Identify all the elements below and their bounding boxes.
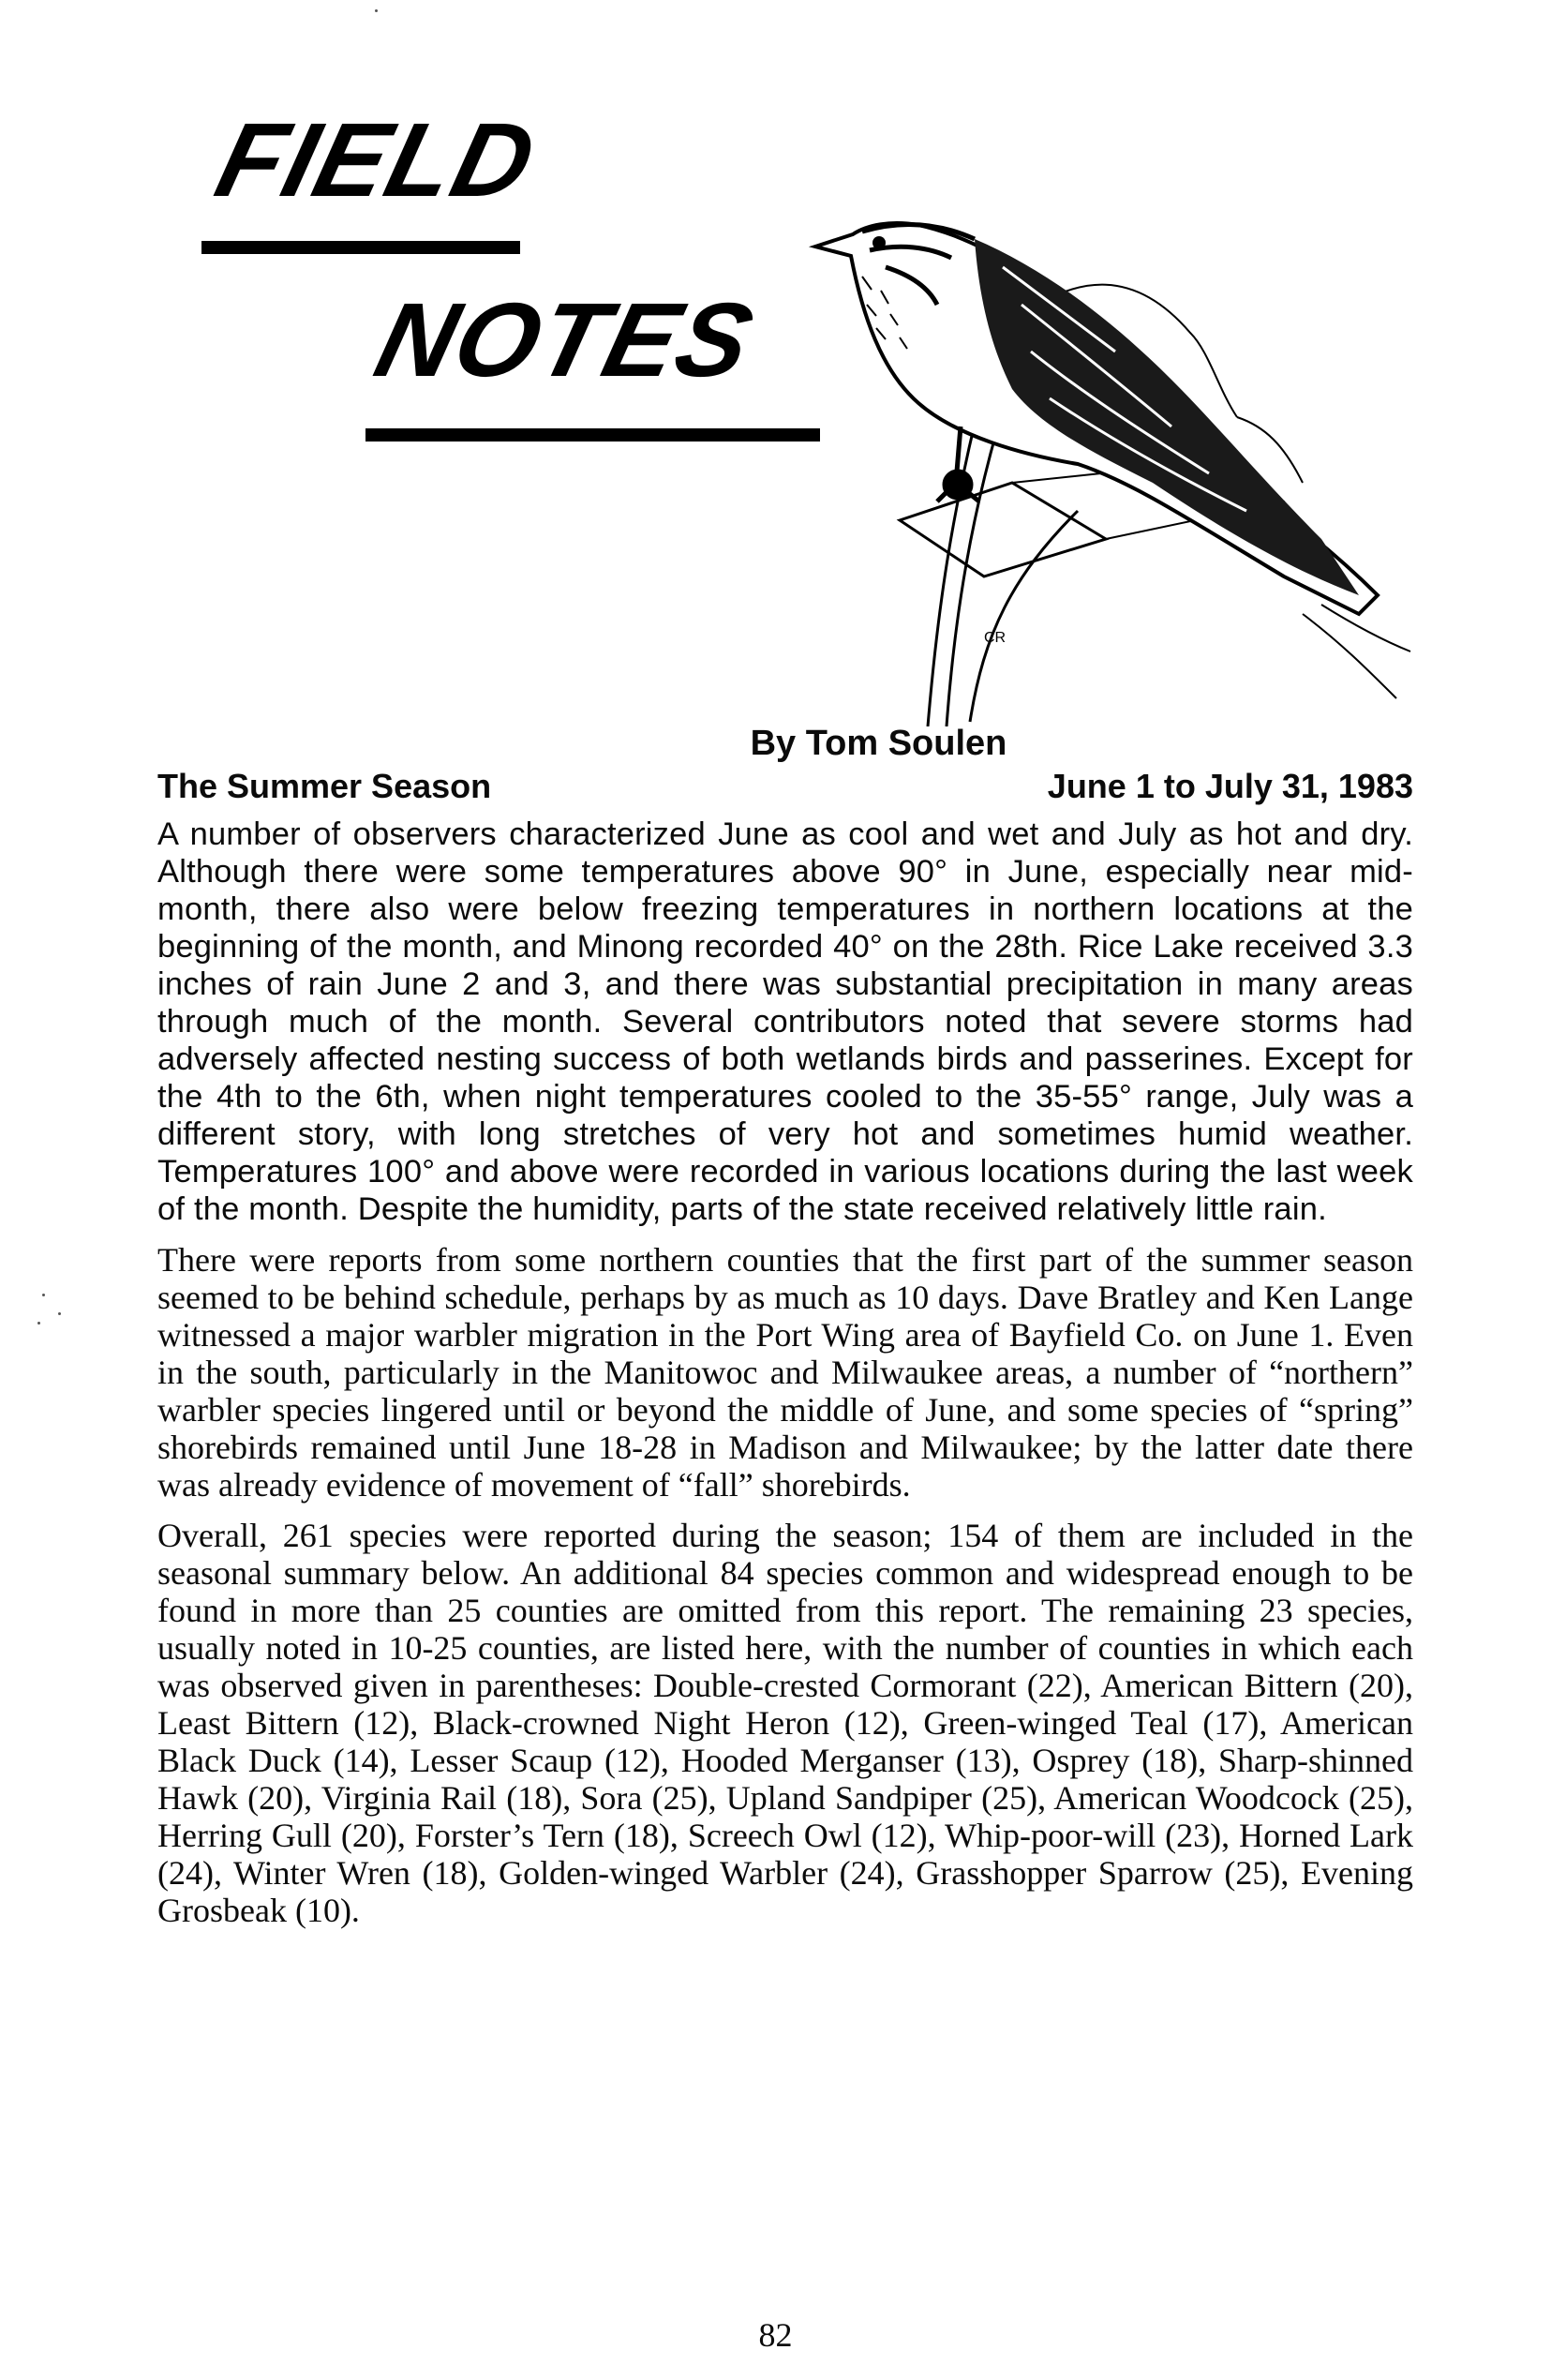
page-number: 82 <box>758 2316 793 2354</box>
sparrow-eye <box>872 236 886 249</box>
masthead <box>201 89 839 483</box>
paragraph-1: A number of observers characterized June as cool and wet and July as hot and dry. Although there were some temperatures above 90° in June, especially near mid-month, there also were below freezing temperatures in northern locations at the beginning of the month, and Minong recorded 40° on the 28th. Rice Lake received 3.3 inches of rain June 2 and 3, and there was substantial precipitation in many areas through much of the month. Several contributors noted that severe storms had adversely affected nesting success of both wetlands birds and passerines. Except for the 4th to the 6th, when night temperatures cooled to the 35-55° range, July was a different story, with long stretches of very hot and sometimes humid weather. Temperatures 100° and above were recorded in various locations during the last week of the month. Despite the humidity, parts of the state received relatively little rain. <box>157 816 1413 1227</box>
sparrow-illustration <box>797 202 1415 726</box>
scan-speck <box>375 9 378 12</box>
paragraph-3: Overall, 261 species were reported during the season; 154 of them are included in the seasonal summary below. An additional 84 species common and widespread enough to be found in more than 25 counties are omitted from this report. The remaining 23 species, usually noted in 10-25 counties, are listed here, with the number of counties in which each was observed given in parentheses: Double-crested Cormorant (22), American Bittern (20), Least Bittern (12), Black-crowned Night Heron (12), Green-winged Teal (17), American Black Duck (14), Lesser Scaup (12), Hooded Merganser (13), Osprey (18), Sharp-shinned Hawk (20), Virginia Rail (18), Sora (25), Upland Sandpiper (25), American Woodcock (25), Herring Gull (20), Forster’s Tern (18), Screech Owl (12), Whip-poor-will (23), Horned Lark (24), Winter Wren (18), Golden-winged Warbler (24), Grasshopper Sparrow (25), Evening Grosbeak (10). <box>157 1517 1413 1929</box>
season-title: The Summer Season <box>157 767 492 805</box>
masthead-rule-bottom <box>365 428 820 442</box>
article-body <box>157 816 1413 1942</box>
header-row <box>157 767 1413 806</box>
scan-speck <box>42 1294 45 1296</box>
byline: By Tom Soulen <box>750 724 1007 763</box>
season-dates: June 1 to July 31, 1983 <box>1047 767 1413 805</box>
masthead-notes-word: NOTES <box>365 281 766 398</box>
artist-signature: CR <box>984 630 1007 646</box>
masthead-rule-top <box>201 241 520 254</box>
paragraph-2: There were reports from some northern counties that the first part of the summer season seemed to be behind schedule, perhaps by as much as 10 days. Dave Bratley and Ken Lange witnessed a major warbler migration in the Port Wing area of Bayfield Co. on June 1. Even in the south, particularly in the Manitowoc and Milwaukee areas, a number of “northern” warbler species lingered until or beyond the middle of June, and some species of “spring” shorebirds remained until June 18-28 in Madison and Milwaukee; by the latter date there was already evidence of movement of “fall” shorebirds. <box>157 1241 1413 1504</box>
sparrow-feet <box>937 427 979 501</box>
scan-speck <box>37 1322 40 1325</box>
scan-speck <box>58 1312 61 1315</box>
masthead-field-word: FIELD <box>205 101 548 218</box>
